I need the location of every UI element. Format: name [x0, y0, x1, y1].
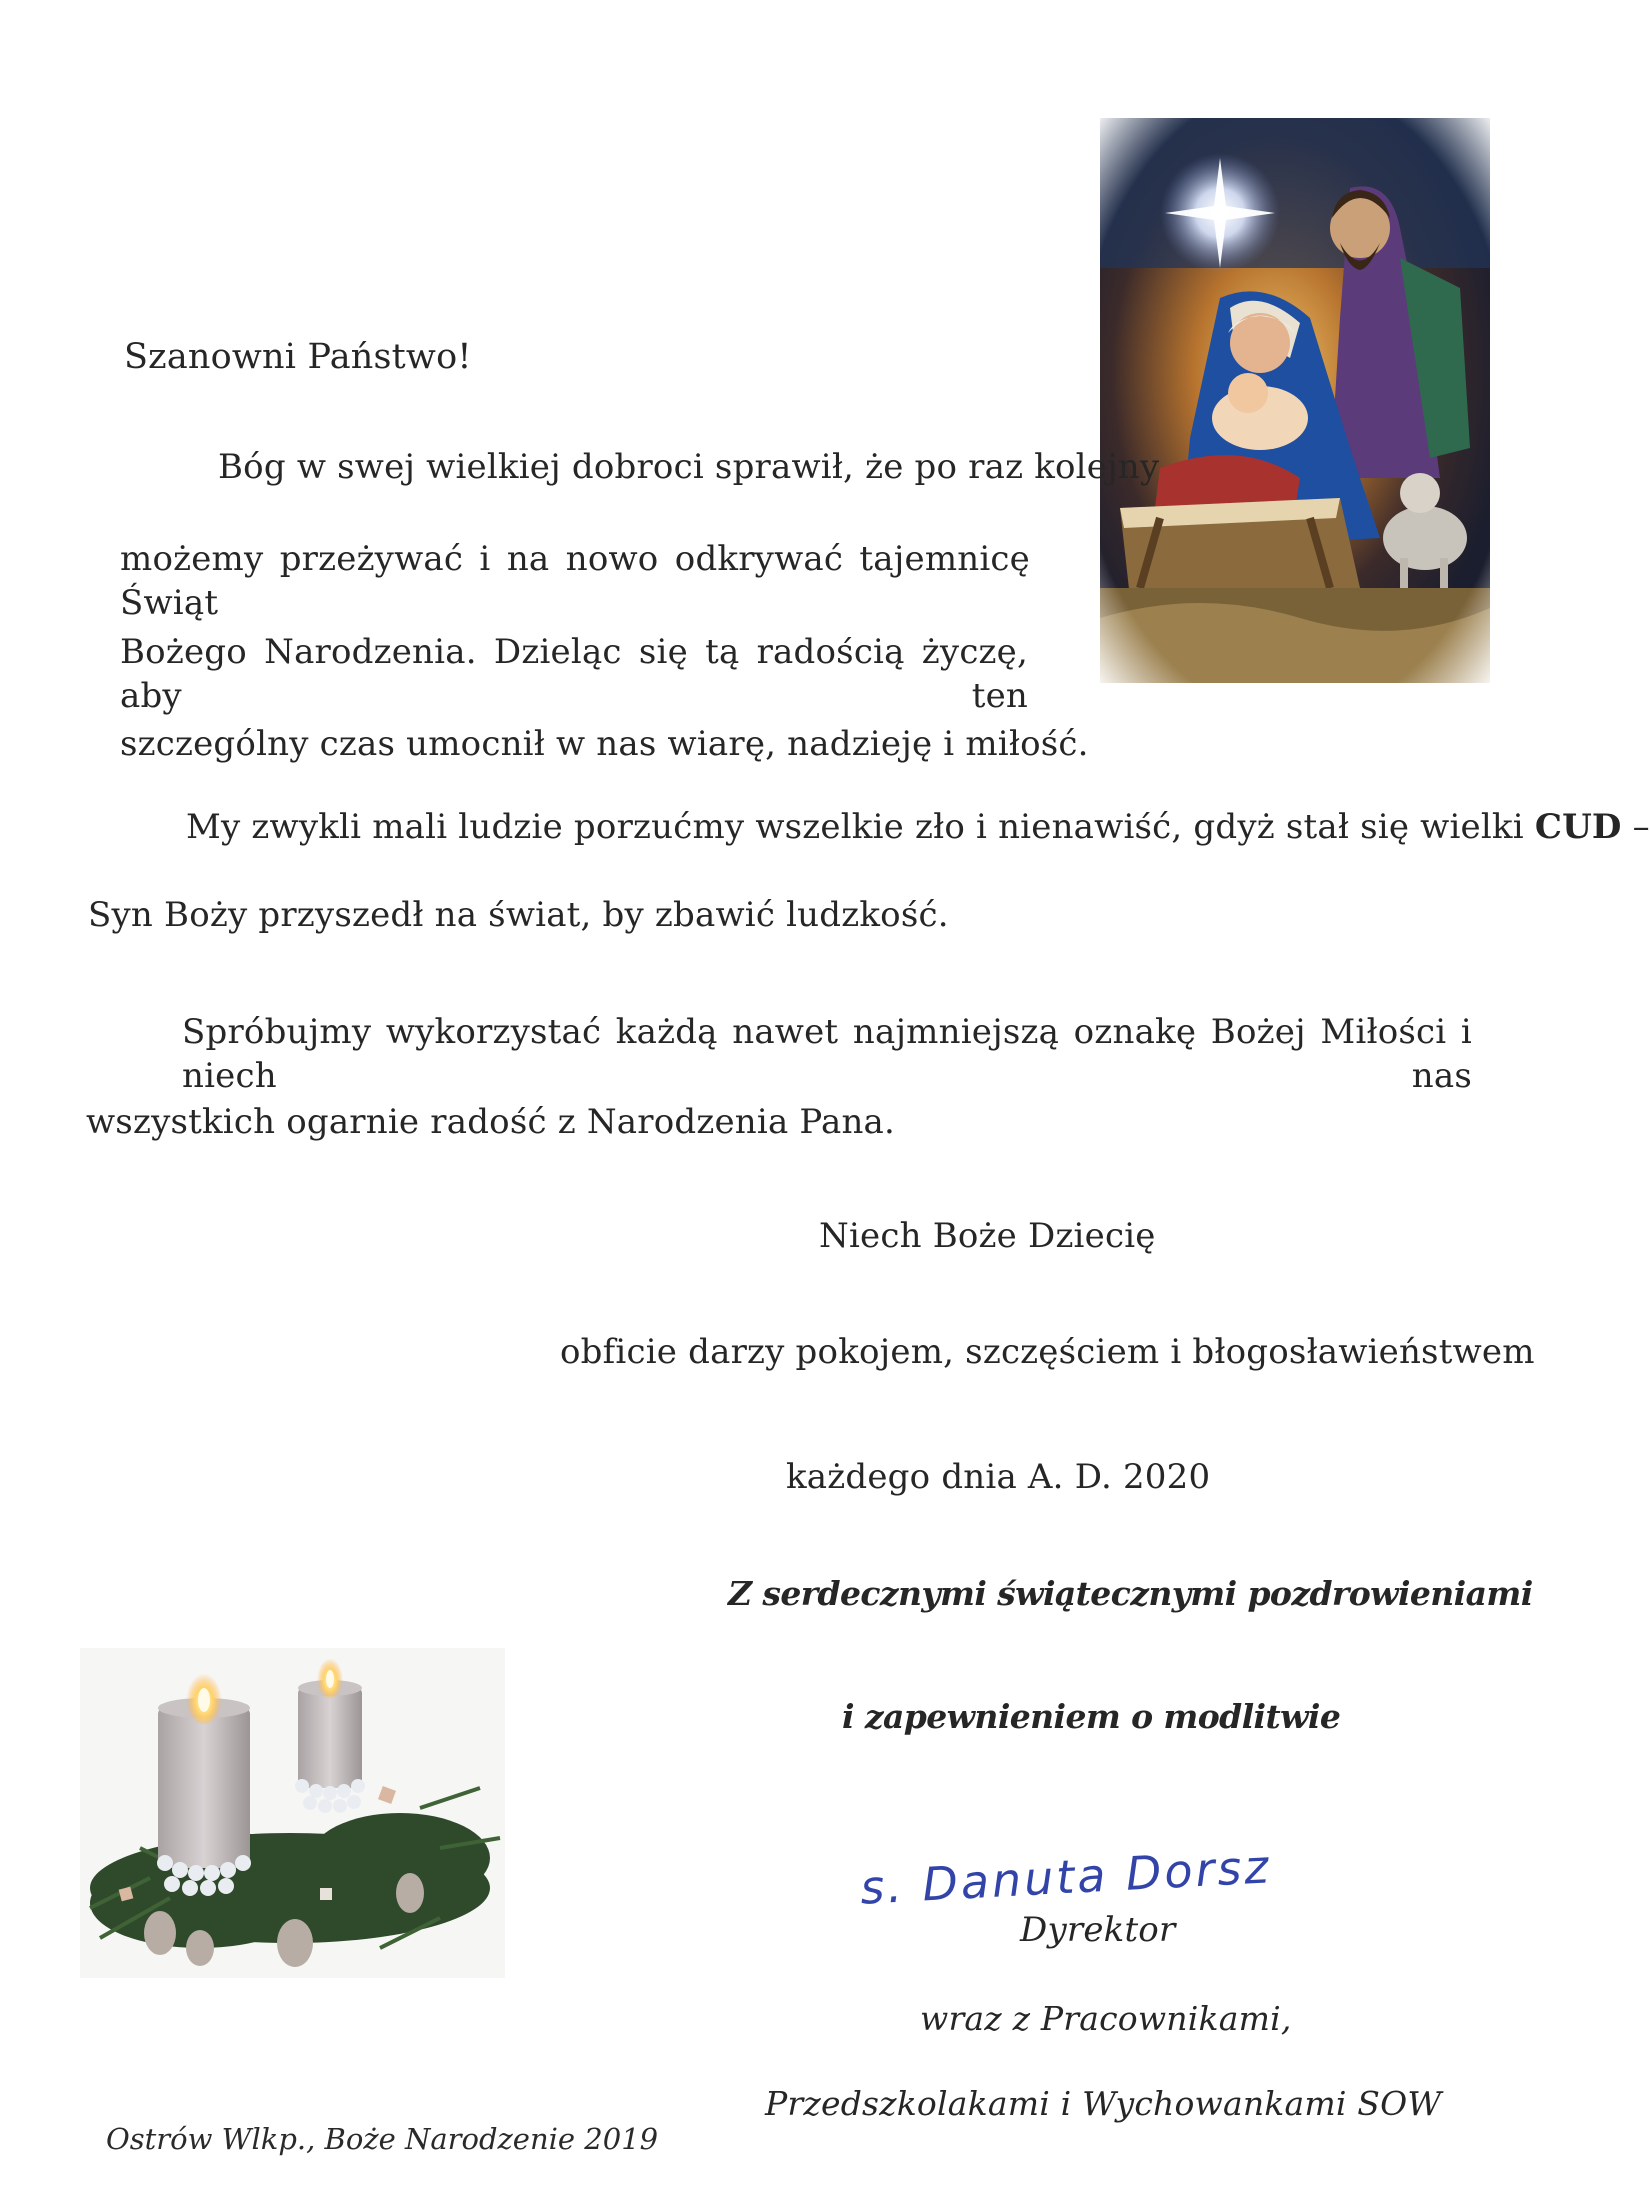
closing-line-1: Z serdecznymi świątecznymi pozdrowieniami — [728, 1574, 1533, 1613]
with-line-1: wraz z Pracownikami, — [920, 1999, 1292, 2038]
with-line-2: Przedszkolakami i Wychowankami SOW — [765, 2084, 1442, 2123]
paragraph-1-line-3: Bożego Narodzenia. Dzieląc się tą radością życzę, aby ten — [120, 632, 1028, 716]
paragraph-1-line-2: możemy przeżywać i na nowo odkrywać tajemnicę Świąt — [120, 539, 1030, 623]
paragraph-3-line-2: wszystkich ogarnie radość z Narodzenia Pana. — [86, 1102, 896, 1142]
wish-line-3: każdego dnia A. D. 2020 — [786, 1457, 1211, 1497]
paragraph-3-line-1: Spróbujmy wykorzystać każdą nawet najmniejszą oznakę Bożej Miłości i niech nas — [182, 1012, 1472, 1096]
wish-line-1: Niech Boże Dziecię — [819, 1216, 1156, 1256]
paragraph-2-dash: – — [1621, 807, 1650, 847]
nativity-image — [1100, 118, 1490, 683]
closing-line-2: i zapewnieniem o modlitwie — [842, 1697, 1341, 1736]
wish-line-2: obficie darzy pokojem, szczęściem i błogosławieństwem — [560, 1332, 1535, 1372]
paragraph-1-line-4: szczególny czas umocnił w nas wiarę, nadzieję i miłość. — [120, 724, 1089, 764]
handwritten-signature: s. Danuta Dorsz — [858, 1839, 1273, 1915]
greeting: Szanowni Państwo! — [124, 337, 472, 377]
footer-place-date: Ostrów Wlkp., Boże Narodzenie 2019 — [106, 2122, 659, 2156]
paragraph-1-line-1: Bóg w swej wielkiej dobroci sprawił, że po raz kolejny — [218, 447, 1160, 487]
cud-emphasis: CUD — [1534, 807, 1622, 847]
paragraph-2-line-2: Syn Boży przyszedł na świat, by zbawić ludzkość. — [88, 895, 949, 935]
paragraph-2-text: My zwykli mali ludzie porzućmy wszelkie zło i nienawiść, gdyż stał się wielki — [186, 807, 1535, 847]
paragraph-2-line-1 — [186, 805, 1650, 849]
role-title: Dyrektor — [1020, 1910, 1176, 1950]
candles-image — [80, 1648, 505, 1978]
